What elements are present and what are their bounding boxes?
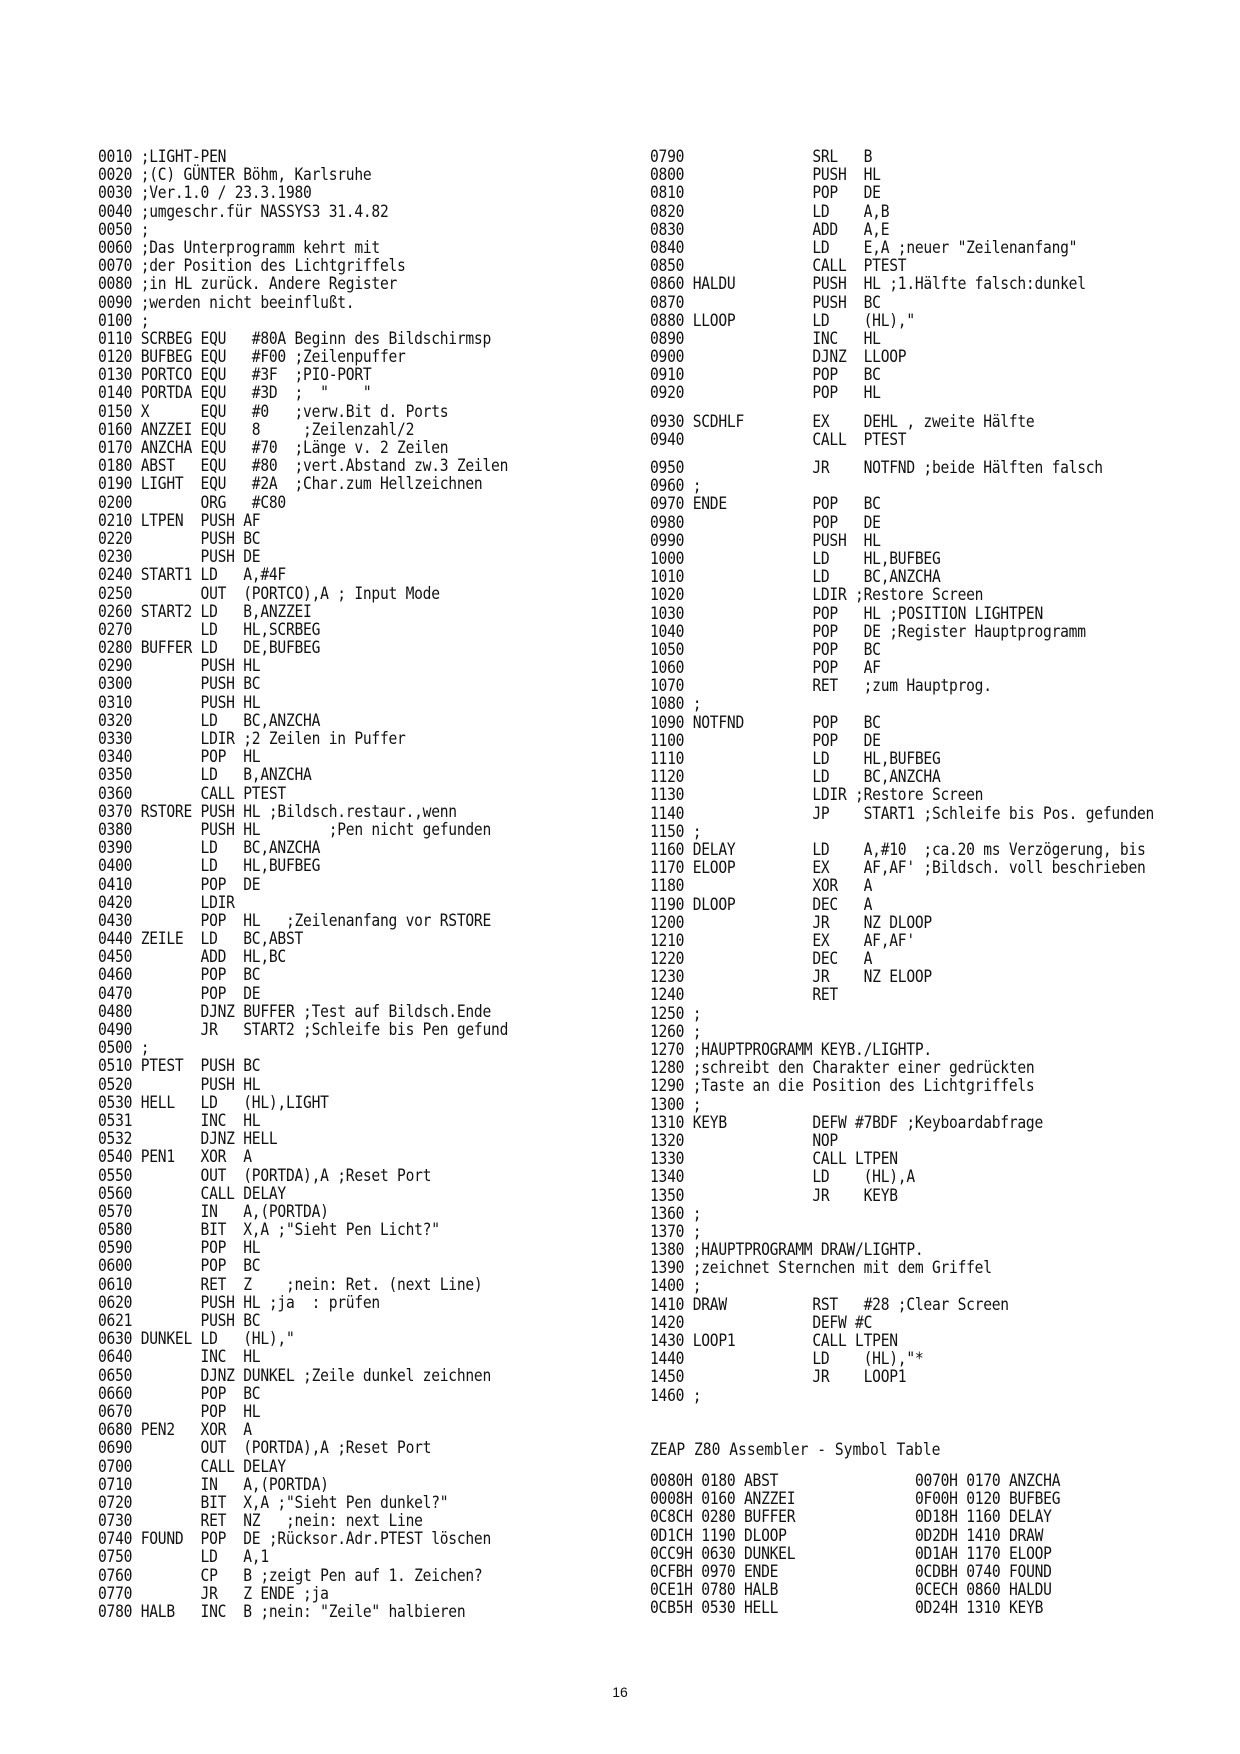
- code-line: 0820 LD A,B: [650, 201, 890, 222]
- code-line: 0490 JR START2 ;Schleife bis Pen gefund: [98, 1020, 509, 1040]
- code-line: 0810 POP DE: [650, 183, 881, 204]
- symbol-entry: 0F00H 0120 BUFBEG: [915, 1489, 1061, 1510]
- code-line: 0840 LD E,A ;neuer "Zeilenanfang": [650, 237, 1078, 258]
- code-line: 1260 ;: [650, 1021, 702, 1042]
- code-line: 0780 HALB INC B ;nein: "Zeile" halbieren: [98, 1602, 466, 1622]
- code-line: 0450 ADD HL,BC: [98, 947, 286, 968]
- code-line: 0160 ANZZEI EQU 8 ;Zeilenzahl/2: [98, 419, 415, 440]
- symbol-entry: 0CB5H 0530 HELL: [650, 1598, 779, 1619]
- symbol-entry: 0070H 0170 ANZCHA: [915, 1471, 1061, 1491]
- code-line: 0850 CALL PTEST: [650, 256, 907, 277]
- code-line: 0060 ;Das Unterprogramm kehrt mit: [98, 237, 380, 258]
- code-line: 0560 CALL DELAY: [98, 1183, 286, 1204]
- code-line: 0720 BIT X,A ;"Sieht Pen dunkel?": [98, 1492, 449, 1513]
- code-line: 1370 ;: [650, 1221, 702, 1242]
- code-line: 0220 PUSH BC: [98, 528, 261, 549]
- code-line: 1240 RET: [650, 985, 838, 1006]
- code-line: 0420 LDIR: [98, 892, 235, 913]
- symbol-entry: 0080H 0180 ABST: [650, 1471, 779, 1491]
- code-line: 0790 SRL B: [650, 147, 873, 167]
- code-line: 1420 DEFW #C: [650, 1312, 873, 1333]
- code-line: 0770 JR Z ENDE ;ja: [98, 1583, 329, 1604]
- code-line: 1180 XOR A: [650, 876, 873, 897]
- code-line: 1450 JR LOOP1: [650, 1367, 907, 1388]
- code-line: 0320 LD BC,ANZCHA: [98, 710, 321, 731]
- code-line: 0680 PEN2 XOR A: [98, 1420, 252, 1441]
- code-line: 0930 SCDHLF EX DEHL , zweite Hälfte: [650, 411, 1035, 432]
- code-line: 0530 HELL LD (HL),LIGHT: [98, 1092, 329, 1113]
- code-line: 1030 POP HL ;POSITION LIGHTPEN: [650, 603, 1044, 624]
- code-line: 0740 FOUND POP DE ;Rücksor.Adr.PTEST löschen: [98, 1529, 492, 1550]
- code-line: 0240 START1 LD A,#4F: [98, 565, 286, 586]
- code-line: 1220 DEC A: [650, 949, 873, 970]
- code-line: 0550 OUT (PORTDA),A ;Reset Port: [98, 1165, 432, 1186]
- code-line: 1110 LD HL,BUFBEG: [650, 749, 941, 769]
- code-line: 0110 SCRBEG EQU #80A Beginn des Bildschirmsp: [98, 328, 492, 349]
- code-line: 0280 BUFFER LD DE,BUFBEG: [98, 638, 321, 659]
- left-code-column: [98, 148, 638, 1621]
- code-line: 1060 POP AF: [650, 658, 881, 679]
- code-line: 1270 ;HAUPTPROGRAMM KEYB./LIGHTP.: [650, 1040, 932, 1060]
- code-line: 0950 JR NOTFND ;beide Hälften falsch: [650, 458, 1103, 478]
- code-line: 0670 POP HL: [98, 1401, 261, 1422]
- symbol-entry: 0CECH 0860 HALDU: [915, 1580, 1052, 1601]
- code-line: 0540 PEN1 XOR A: [98, 1147, 252, 1168]
- code-line: 1230 JR NZ ELOOP: [650, 967, 932, 988]
- code-line: 0510 PTEST PUSH BC: [98, 1056, 261, 1077]
- symbol-entry: 0D18H 1160 DELAY: [915, 1507, 1052, 1528]
- code-line: 1410 DRAW RST #28 ;Clear Screen: [650, 1294, 1009, 1315]
- code-line: 0700 CALL DELAY: [98, 1456, 286, 1477]
- code-line: 1160 DELAY LD A,#10 ;ca.20 ms Verzögerung, bis: [650, 839, 1146, 860]
- code-line: 1100 POP DE: [650, 730, 881, 751]
- symbol-table-right: [915, 1472, 1084, 1618]
- code-line: 0310 PUSH HL: [98, 692, 261, 713]
- code-line: 1200 JR NZ DLOOP: [650, 912, 932, 933]
- code-line: 1320 NOP: [650, 1130, 838, 1151]
- code-line: 1440 LD (HL),"*: [650, 1349, 924, 1370]
- code-line: 0380 PUSH HL ;Pen nicht gefunden: [98, 819, 492, 840]
- code-line: 1210 EX AF,AF': [650, 930, 915, 951]
- code-line: 0300 PUSH BC: [98, 674, 261, 695]
- symbol-entry: 0CC9H 0630 DUNKEL: [650, 1543, 796, 1564]
- code-line: 0130 PORTCO EQU #3F ;PIO-PORT: [98, 365, 372, 386]
- code-line: 1460 ;: [650, 1385, 702, 1406]
- code-line: 1190 DLOOP DEC A: [650, 894, 873, 915]
- page-number: 16: [612, 1684, 628, 1700]
- symbol-entry: 0CE1H 0780 HALB: [650, 1580, 779, 1601]
- code-line: 0710 IN A,(PORTDA): [98, 1474, 329, 1495]
- code-line: 0340 POP HL: [98, 747, 261, 768]
- code-line: 0090 ;werden nicht beeinflußt.: [98, 292, 355, 313]
- symbol-entry: 0CDBH 0740 FOUND: [915, 1561, 1052, 1582]
- code-line: 0890 INC HL: [650, 328, 881, 349]
- code-line: 1010 LD BC,ANZCHA: [650, 567, 941, 588]
- code-line: 0600 POP BC: [98, 1256, 261, 1277]
- code-line: 1050 POP BC: [650, 639, 881, 660]
- code-line: 1150 ;: [650, 821, 702, 842]
- code-line: 1080 ;: [650, 694, 702, 715]
- symbol-entry: 0008H 0160 ANZZEI: [650, 1489, 796, 1510]
- symbol-entry: 0D1CH 1190 DLOOP: [650, 1525, 787, 1546]
- code-line: 1020 LDIR ;Restore Screen: [650, 585, 984, 606]
- code-line: 0580 BIT X,A ;"Sieht Pen Licht?": [98, 1220, 440, 1241]
- code-line: 0350 LD B,ANZCHA: [98, 765, 312, 786]
- code-line: 0531 INC HL: [98, 1110, 261, 1131]
- code-line: 0080 ;in HL zurück. Andere Register: [98, 274, 398, 295]
- symbol-table-title: ZEAP Z80 Assembler - Symbol Table: [650, 1440, 941, 1460]
- code-line: 0040 ;umgeschr.für NASSYS3 31.4.82: [98, 201, 389, 222]
- code-line: 0120 BUFBEG EQU #F00 ;Zeilenpuffer: [98, 347, 406, 368]
- symbol-entry: 0D24H 1310 KEYB: [915, 1598, 1044, 1619]
- code-line: 1130 LDIR ;Restore Screen: [650, 785, 984, 806]
- code-line: 0460 POP BC: [98, 965, 261, 986]
- code-line: 0230 PUSH DE: [98, 547, 261, 568]
- code-line: 0270 LD HL,SCRBEG: [98, 619, 321, 640]
- code-line: 0870 PUSH BC: [650, 292, 881, 313]
- code-line: 1360 ;: [650, 1203, 702, 1224]
- symbol-table-left: [650, 1472, 819, 1618]
- code-line: 0050 ;: [98, 219, 150, 240]
- code-line: 1000 LD HL,BUFBEG: [650, 548, 941, 569]
- code-line: 1300 ;: [650, 1094, 702, 1115]
- code-line: 0620 PUSH HL ;ja : prüfen: [98, 1292, 380, 1313]
- code-line: 0200 ORG #C80: [98, 492, 286, 513]
- code-line: 0900 DJNZ LLOOP: [650, 347, 907, 368]
- code-line: 0610 RET Z ;nein: Ret. (next Line): [98, 1274, 483, 1295]
- code-line: 0290 PUSH HL: [98, 656, 261, 677]
- code-line: 0830 ADD A,E: [650, 219, 890, 240]
- code-line: 0590 POP HL: [98, 1238, 261, 1259]
- code-line: 0621 PUSH BC: [98, 1311, 261, 1331]
- code-line: 0970 ENDE POP BC: [650, 494, 881, 515]
- code-line: 0410 POP DE: [98, 874, 261, 895]
- code-line: 0180 ABST EQU #80 ;vert.Abstand zw.3 Zeilen: [98, 456, 509, 477]
- symbol-entry: 0D1AH 1170 ELOOP: [915, 1543, 1052, 1564]
- code-line: 0990 PUSH HL: [650, 530, 881, 551]
- code-line: 0532 DJNZ HELL: [98, 1129, 278, 1150]
- code-line: 1290 ;Taste an die Position des Lichtgriffels: [650, 1076, 1035, 1097]
- code-line: 0480 DJNZ BUFFER ;Test auf Bildsch.Ende: [98, 1001, 492, 1022]
- code-line: 0520 PUSH HL: [98, 1074, 261, 1095]
- code-line: 0640 INC HL: [98, 1347, 261, 1368]
- code-line: 1170 ELOOP EX AF,AF' ;Bildsch. voll beschrieben: [650, 858, 1146, 879]
- code-line: 0330 LDIR ;2 Zeilen in Puffer: [98, 729, 406, 749]
- code-line: 0150 X EQU #0 ;verw.Bit d. Ports: [98, 401, 449, 422]
- code-line: 0800 PUSH HL: [650, 165, 881, 186]
- code-line: 0390 LD BC,ANZCHA: [98, 838, 321, 859]
- code-line: 0260 START2 LD B,ANZZEI: [98, 601, 312, 622]
- code-line: 0980 POP DE: [650, 512, 881, 533]
- code-line: 0660 POP BC: [98, 1383, 261, 1404]
- code-line: 0370 RSTORE PUSH HL ;Bildsch.restaur.,wenn: [98, 801, 457, 822]
- code-line: 0570 IN A,(PORTDA): [98, 1201, 329, 1222]
- code-line: 0470 POP DE: [98, 983, 261, 1004]
- code-line: 1280 ;schreibt den Charakter einer gedrückten: [650, 1058, 1035, 1079]
- code-line: 0020 ;(C) GÜNTER Böhm, Karlsruhe: [98, 165, 372, 186]
- code-line: 0070 ;der Position des Lichtgriffels: [98, 256, 406, 277]
- right-code-column: [650, 148, 1220, 1405]
- code-line: 0920 POP HL: [650, 383, 881, 404]
- code-line: 0010 ;LIGHT-PEN: [98, 147, 227, 167]
- code-line: 0760 CP B ;zeigt Pen auf 1. Zeichen?: [98, 1565, 483, 1586]
- code-line: 1140 JP START1 ;Schleife bis Pos. gefunden: [650, 803, 1155, 824]
- code-line: 1310 KEYB DEFW #7BDF ;Keyboardabfrage: [650, 1112, 1044, 1133]
- code-line: 0140 PORTDA EQU #3D ; " ": [98, 383, 372, 404]
- code-line: 0500 ;: [98, 1038, 150, 1059]
- symbol-entry: 0CFBH 0970 ENDE: [650, 1561, 779, 1582]
- symbol-entry: 0C8CH 0280 BUFFER: [650, 1507, 796, 1528]
- code-line: 0630 DUNKEL LD (HL),": [98, 1329, 295, 1350]
- code-line: 0210 LTPEN PUSH AF: [98, 510, 261, 531]
- code-line: 0400 LD HL,BUFBEG: [98, 856, 321, 877]
- code-line: 1400 ;: [650, 1276, 702, 1297]
- code-line: 1380 ;HAUPTPROGRAMM DRAW/LIGHTP.: [650, 1240, 924, 1261]
- code-line: 0360 CALL PTEST: [98, 783, 286, 804]
- code-line: 0170 ANZCHA EQU #70 ;Länge v. 2 Zeilen: [98, 438, 449, 458]
- code-line: 0910 POP BC: [650, 365, 881, 386]
- code-line: 0100 ;: [98, 310, 150, 331]
- code-line: 0440 ZEILE LD BC,ABST: [98, 929, 304, 950]
- code-line: 0030 ;Ver.1.0 / 23.3.1980: [98, 183, 312, 204]
- code-line: 1120 LD BC,ANZCHA: [650, 767, 941, 788]
- code-line: 1340 LD (HL),A: [650, 1167, 915, 1188]
- code-line: 0650 DJNZ DUNKEL ;Zeile dunkel zeichnen: [98, 1365, 492, 1386]
- code-line: 0960 ;: [650, 476, 702, 497]
- code-line: 0690 OUT (PORTDA),A ;Reset Port: [98, 1438, 432, 1459]
- code-line: 0940 CALL PTEST: [650, 429, 907, 450]
- symbol-entry: 0D2DH 1410 DRAW: [915, 1525, 1044, 1546]
- code-line: 0430 POP HL ;Zeilenanfang vor RSTORE: [98, 910, 492, 931]
- code-line: 0190 LIGHT EQU #2A ;Char.zum Hellzeichnen: [98, 474, 483, 495]
- code-line: 1430 LOOP1 CALL LTPEN: [650, 1331, 898, 1351]
- code-line: 0750 LD A,1: [98, 1547, 269, 1568]
- code-line: 0250 OUT (PORTCO),A ; Input Mode: [98, 583, 440, 604]
- code-line: 1090 NOTFND POP BC: [650, 712, 881, 733]
- code-line: 0880 LLOOP LD (HL),": [650, 310, 915, 331]
- code-line: 1350 JR KEYB: [650, 1185, 898, 1206]
- code-line: 1040 POP DE ;Register Hauptprogramm: [650, 621, 1086, 642]
- code-line: 1330 CALL LTPEN: [650, 1149, 898, 1170]
- code-line: 1070 RET ;zum Hauptprog.: [650, 676, 992, 697]
- code-line: 0730 RET NZ ;nein: next Line: [98, 1511, 423, 1532]
- code-line: 0860 HALDU PUSH HL ;1.Hälfte falsch:dunkel: [650, 274, 1086, 295]
- code-line: 1390 ;zeichnet Sternchen mit dem Griffel: [650, 1258, 992, 1279]
- code-line: 1250 ;: [650, 1003, 702, 1024]
